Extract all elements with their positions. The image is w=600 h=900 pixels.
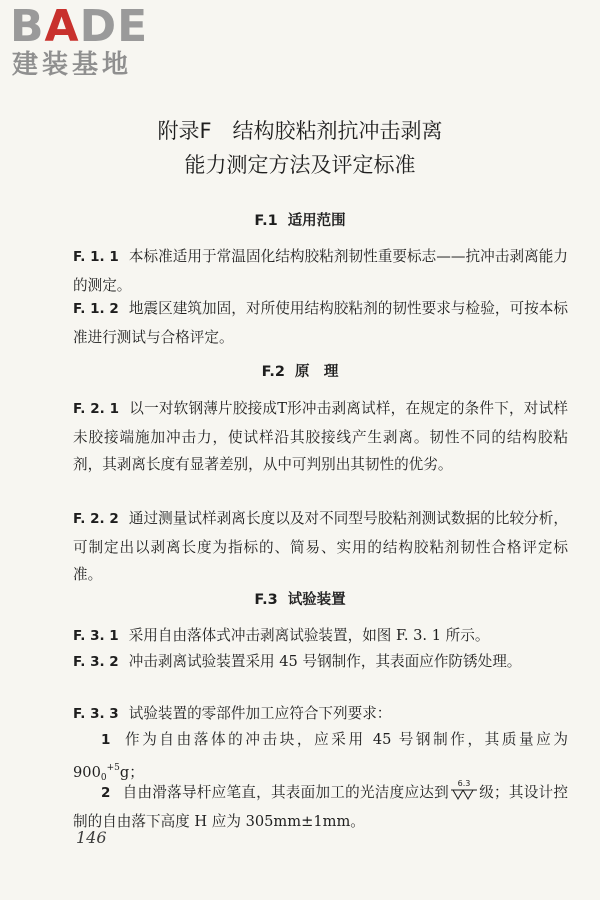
item-text-end: g；: [119, 763, 144, 781]
clause-number: F. 1. 2: [73, 301, 119, 317]
logo-subtitle: 建装基地: [12, 50, 133, 80]
section-id: F.2: [261, 364, 285, 380]
section-id: F.3: [254, 592, 278, 608]
logo-accent-letter: A: [44, 1, 80, 52]
clause-text: 地震区建筑加固，对所使用结构胶粘剂的韧性要求与检验，可按本标准进行测试与合格评定。: [73, 300, 568, 346]
clause-text: 以一对软钢薄片胶接成T形冲击剥离试样，在规定的条件下，对试样未胶接端施加冲击力，使试样沿其胶接线产生剥离。韧性不同的结构胶粘剂，其剥离长度有显著差别，从中可判别出其韧性的优劣。: [73, 400, 568, 473]
clause-text: 试验装置的零部件加工应符合下列要求：: [128, 705, 392, 722]
clause-f-1-2: [73, 295, 568, 351]
clause-text: 本标准适用于常温固化结构胶粘剂韧性重要标志——抗冲击剥离能力的测定。: [73, 248, 568, 294]
item-number: 1: [101, 732, 111, 748]
clause-number: F. 3. 1: [73, 628, 119, 644]
clause-text: 采用自由落体式冲击剥离试验装置，如图 F. 3. 1 所示。: [128, 627, 490, 644]
clause-f-3-3: [73, 700, 568, 729]
item-text: 作为自由落体的冲击块，应采用 45 号钢制作，其质量应为 900: [73, 731, 568, 781]
clause-f-1-1: [73, 243, 568, 299]
title-line-1: 附录F 结构胶粘剂抗冲击剥离: [157, 119, 443, 143]
clause-number: F. 3. 3: [73, 706, 119, 722]
logo-text: BADE: [10, 1, 149, 52]
clause-f-2-2: [73, 505, 568, 589]
section-heading-f2: [0, 360, 600, 381]
section-heading-f3: [0, 588, 600, 609]
clause-f-3-1: [73, 622, 568, 651]
item-text: 自由滑落导杆应笔直，其表面加工的光洁度应达到: [122, 784, 449, 801]
roughness-value: 6.3: [457, 779, 471, 788]
clause-number: F. 3. 2: [73, 654, 119, 670]
tolerance-upper: +5: [106, 762, 120, 773]
brand-logo: [10, 1, 180, 80]
title-line-2: 能力测定方法及评定标准: [184, 153, 416, 177]
clause-number: F. 2. 1: [73, 401, 120, 417]
section-name: 试验装置: [287, 592, 346, 608]
section-id: F.1: [254, 213, 278, 229]
item-text-end: 级；其设计控制的自由落下高度 H 应为 305mm±1mm。: [73, 784, 568, 830]
section-name: 适用范围: [287, 213, 346, 229]
item-number: 2: [101, 785, 111, 801]
clause-text: 通过测量试样剥离长度以及对不同型号胶粘剂测试数据的比较分析，可制定出以剥离长度为指标的、简易、实用的结构胶粘剂韧性合格评定标准。: [73, 510, 568, 583]
page-number: 146: [76, 828, 107, 847]
surface-roughness-icon: [449, 779, 479, 801]
clause-f-2-1: [73, 395, 568, 479]
tolerance-lower: 0: [100, 772, 107, 783]
clause-number: F. 1. 1: [73, 249, 119, 265]
item-2-guide-rod: [73, 779, 568, 835]
section-heading-f1: [0, 209, 600, 230]
logo-wordmark: [10, 1, 180, 52]
clause-text: 冲击剥离试验装置采用 45 号钢制作，其表面应作防锈处理。: [128, 653, 522, 670]
section-name: 原 理: [294, 364, 339, 380]
appendix-title: [0, 114, 600, 182]
clause-f-3-2: [73, 648, 568, 677]
clause-number: F. 2. 2: [73, 511, 119, 527]
